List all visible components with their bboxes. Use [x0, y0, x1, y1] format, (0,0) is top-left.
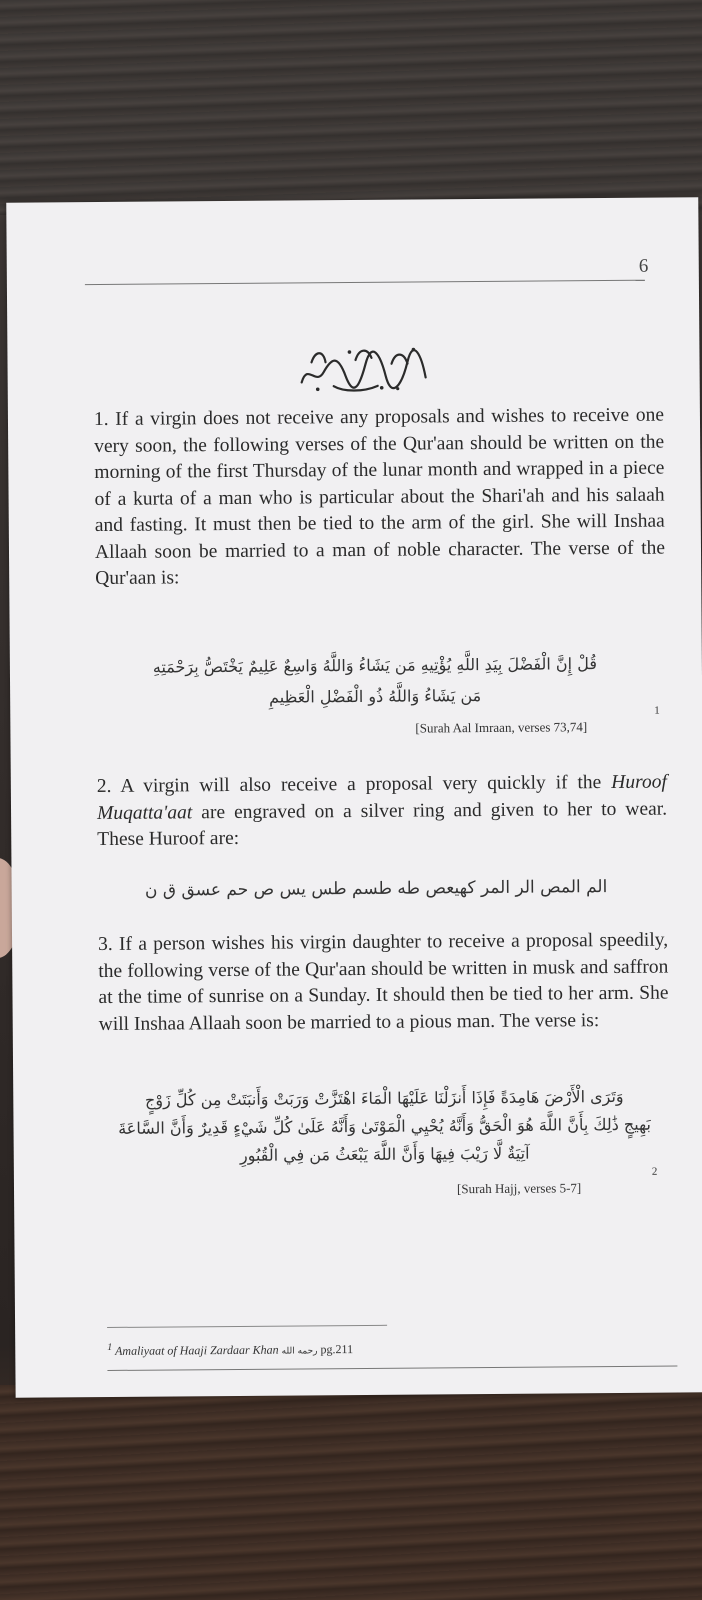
table-surface-bottom: [0, 1385, 702, 1600]
paragraph-2-text-b: are engraved on a silver ring and given to her to wear. These Huroof are:: [97, 798, 668, 851]
basmala-calligraphy: [293, 341, 433, 394]
footer-rule: [107, 1365, 677, 1370]
page-number: 6: [638, 255, 649, 277]
arabic-verse-1-line-2: مَن يَشَاءُ وَاللَّهُ ذُو الْفَضْلِ الْعَظِيمِ: [269, 686, 482, 707]
paragraph-3: 3. If a person wishes his virgin daughter to receive a proposal speedily, the following verse of the Qur'aan should be written in musk and saffron at the time of sunrise on a Sunday. It should then be tied to her arm. She will Inshaa Allaah soon be married to a pious man. The verse is:: [98, 929, 669, 1035]
paragraph-1: 1. If a virgin does not receive any proposals and wishes to receive one very soon, the following verses of the Qur'aan should be written on the morning of the first Thursday of the lunar month and wrapped in a piece of a kurta of a man who is particular about the Shari'ah and his salaah and fasting. It must then be tied to the arm of the girl. She will Inshaa Allaah soon be married to a man of noble character. The verse of the Qur'aan is:: [93, 404, 666, 590]
huroof-muqattaat-term: Huroof Muqatta'aat: [96, 771, 667, 824]
footnote-source: Amaliyaat of Haaji Zardaar Khan: [115, 1342, 279, 1358]
arabic-verse-2-line-2: بَهِيجٍ ذَٰلِكَ بِأَنَّ اللَّهَ هُوَ الْحَقُّ وَأَنَّهُ يُحْيِي الْمَوْتَىٰ وَأَنَّهُ عَلَىٰ كُلِّ شَيْءٍ قَدِيرٌ وَأَنَّ السَّاعَةَ: [118, 1114, 651, 1138]
paragraph-2-text-a: 2. A virgin will also receive a proposal very quickly if the: [96, 771, 612, 798]
footnote-page: pg.211: [320, 1342, 354, 1357]
table-surface-top: [0, 0, 702, 215]
huroof-list: الم المص الر المر كهيعص طه طسم طس يس ص حم عسق ق ن: [144, 877, 608, 901]
footnote-honorific: رحمه الله: [281, 1346, 318, 1357]
footnote-number: 1: [107, 1341, 113, 1353]
book-page: [6, 197, 702, 1397]
arabic-verse-2-line-3: آتِيَةٌ لَّا رَيْبَ فِيهَا وَأَنَّ اللَّهَ يَبْعَثُ مَن فِي الْقُبُورِ: [239, 1143, 530, 1165]
footnote-marker-2: 2: [651, 1165, 658, 1178]
arabic-verse-2-line-1: وَتَرَى الْأَرْضَ هَامِدَةً فَإِذَا أَنزَلْنَا عَلَيْهَا الْمَاءَ اهْتَزَّتْ وَرَبَتْ وَأَنبَتَتْ مِن كُلِّ زَوْجٍ: [144, 1086, 624, 1110]
footnote: [107, 1340, 353, 1359]
header-rule: [85, 280, 645, 285]
footnote-marker-1: 1: [654, 704, 660, 717]
verse-reference-1: [Surah Aal Imraan, verses 73,74]: [415, 719, 588, 736]
verse-reference-2: [Surah Hajj, verses 5-7]: [456, 1180, 582, 1197]
arabic-verse-1-line-1: قُلْ إِنَّ الْفَضْلَ بِيَدِ اللَّهِ يُؤْتِيهِ مَن يَشَاءُ وَاللَّهُ وَاسِعٌ عَلِيمٌ يَخْتَصُّ بِرَحْمَتِهِ: [152, 654, 598, 677]
paragraph-2: [97, 770, 668, 854]
footnote-separator: [107, 1325, 387, 1328]
